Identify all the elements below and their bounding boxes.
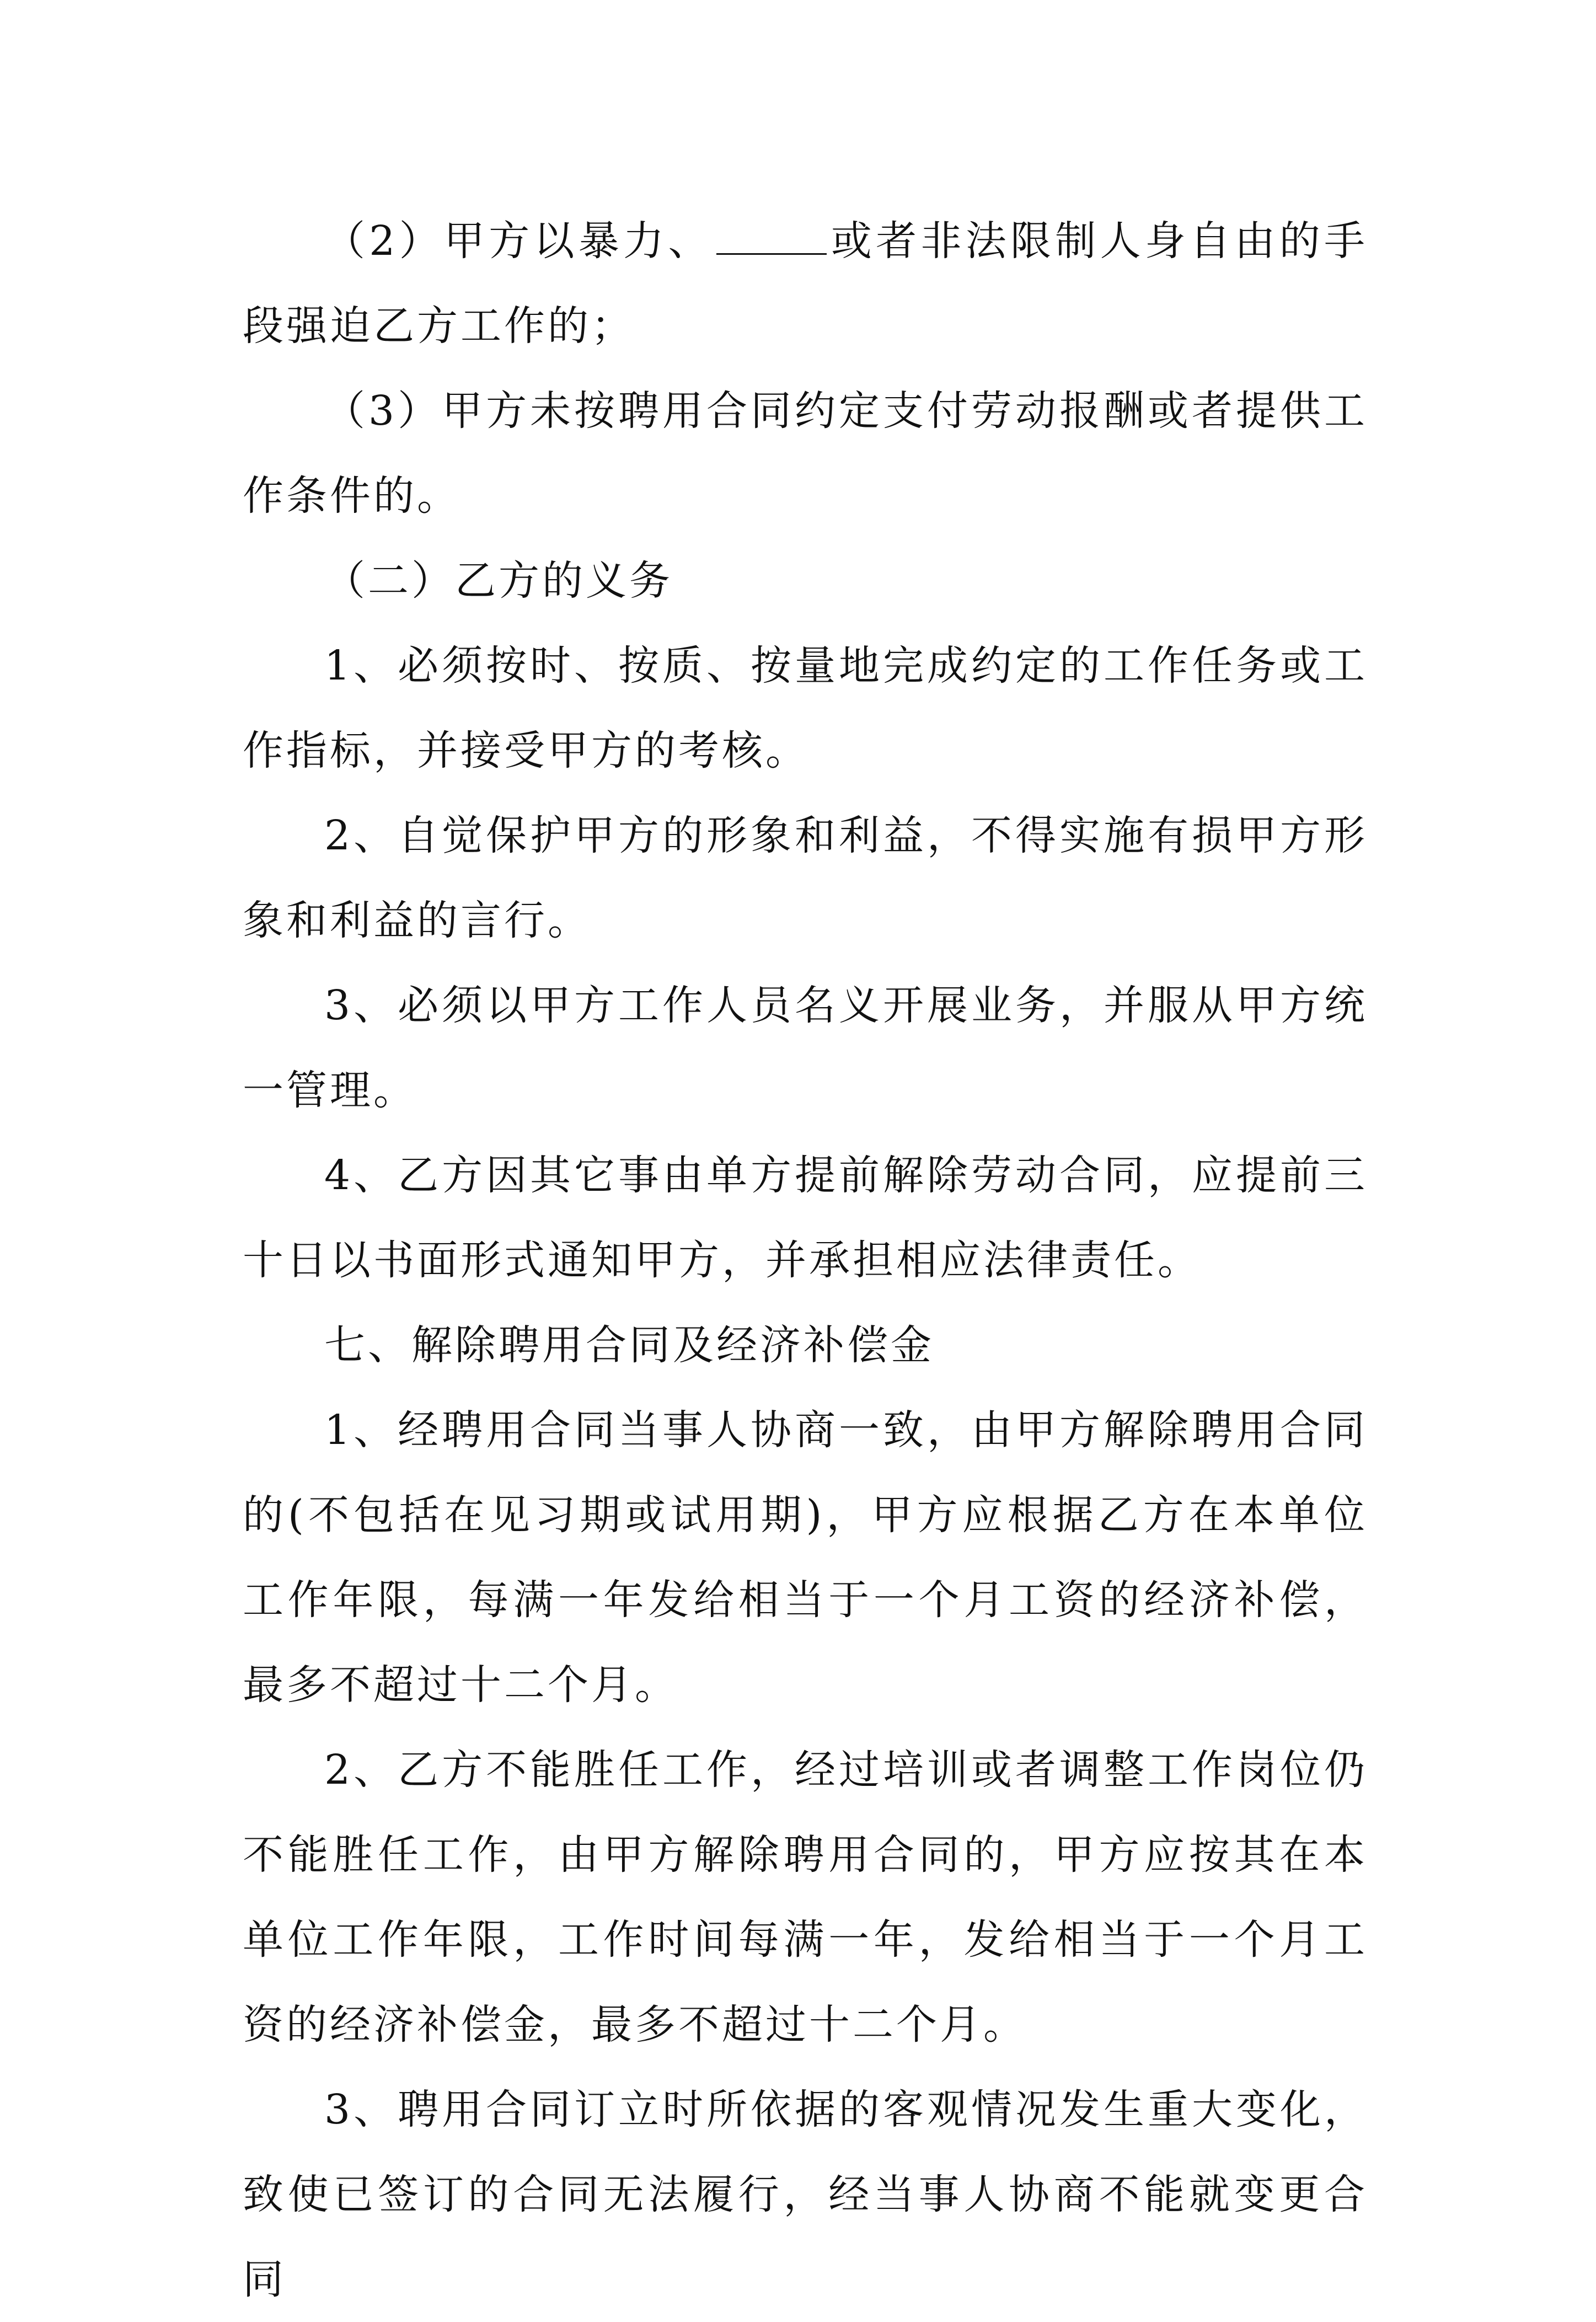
obligation-2: 2、自觉保护甲方的形象和利益，不得实施有损甲方形象和利益的言行。 xyxy=(243,812,1368,944)
document-page xyxy=(243,199,1368,2322)
section-heading-party-b-obligations: （二）乙方的义务 xyxy=(324,557,673,604)
termination-clause-2: 2、乙方不能胜任工作，经过培训或者调整工作岗位仍不能胜任工作，由甲方解除聘用合同的，甲方应按其在本单位工作年限，工作时间每满一年，发给相当于一个月工资的经济补偿金，最多不超过十二个月。 xyxy=(243,1746,1368,2048)
clause-text-before-blank: （2）甲方以暴力、 xyxy=(324,217,713,265)
obligation-1: 1、必须按时、按质、按量地完成约定的工作任务或工作指标，并接受甲方的考核。 xyxy=(243,642,1368,774)
termination-clause-3: 3、聘用合同订立时所依据的客观情况发生重大变化，致使已签订的合同无法履行，经当事人协商不能就变更合同 xyxy=(243,2086,1368,2303)
clause-text-after-blank: 或者非法限制人身自由的手段强迫乙方工作的； xyxy=(243,217,1368,350)
clause-3-payment: （3）甲方未按聘用合同约定支付劳动报酬或者提供工作条件的。 xyxy=(243,387,1368,520)
termination-clause-1: 1、经聘用合同当事人协商一致，由甲方解除聘用合同的(不包括在见习期或试用期)，甲方应根据乙方在本单位工作年限，每满一年发给相当于一个月工资的经济补偿，最多不超过十二个月。 xyxy=(243,1406,1368,1709)
obligation-4: 4、乙方因其它事由单方提前解除劳动合同，应提前三十日以书面形式通知甲方，并承担相应法律责任。 xyxy=(243,1152,1368,1284)
obligation-3: 3、必须以甲方工作人员名义开展业务，并服从甲方统一管理。 xyxy=(243,982,1368,1114)
clause-2-coercion xyxy=(243,199,1368,368)
section-heading-termination: 七、解除聘用合同及经济补偿金 xyxy=(324,1321,934,1369)
fill-in-blank xyxy=(716,218,827,255)
